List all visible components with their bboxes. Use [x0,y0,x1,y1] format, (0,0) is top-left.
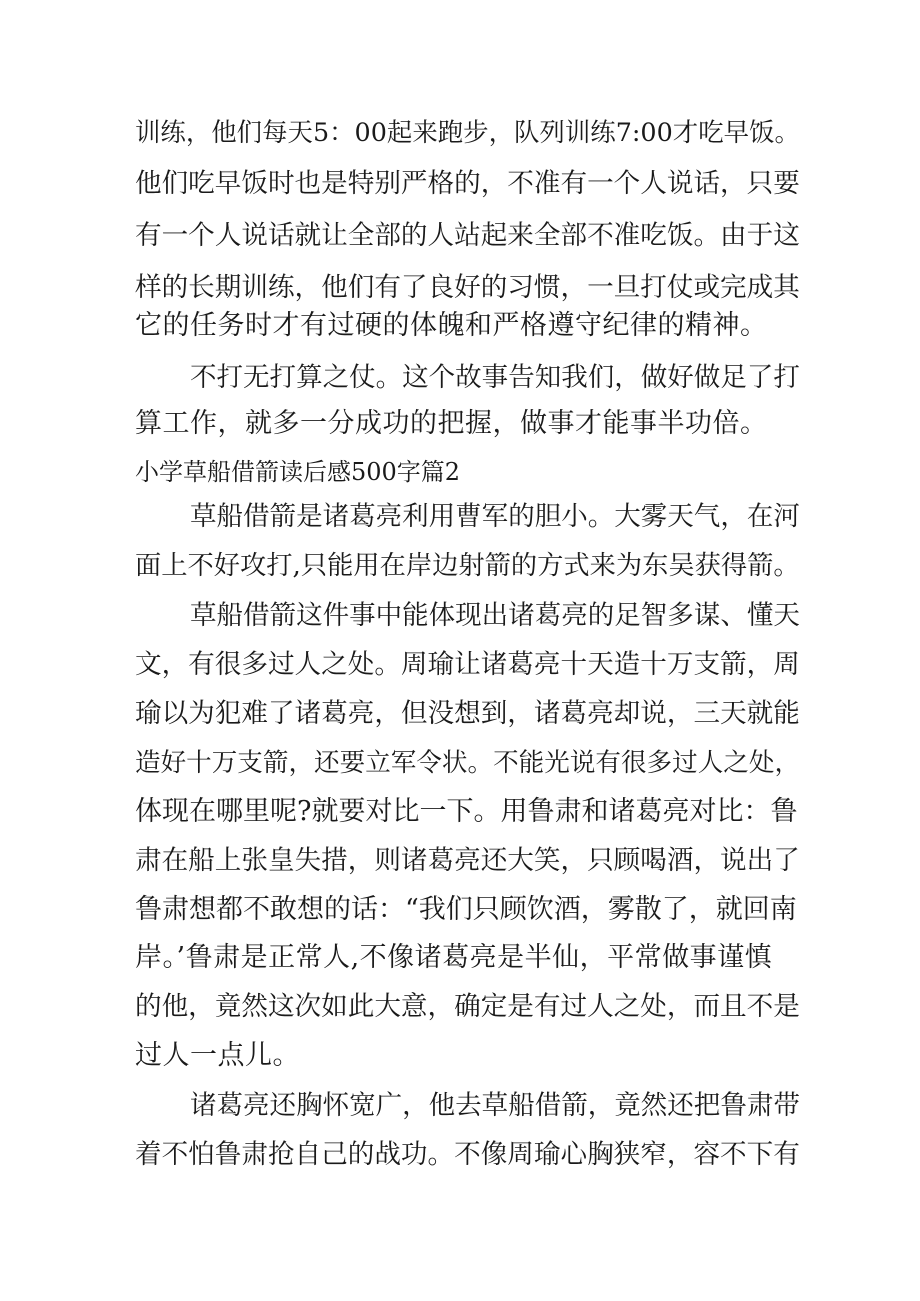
text-line: 它的任务时才有过硬的体魄和严格遵守纪律的精神。 [135,310,768,341]
text-line: 过人一点儿。 [135,1040,300,1071]
text-line: 文，有很多过人之处。周瑜让诸葛亮十天造十万支箭，周 [135,649,800,680]
text-line: 岸。’鲁肃是正常人,不像诸葛亮是半仙，平常做事谨慎 [135,942,773,973]
text-line: 体现在哪里呢?就要对比一下。用鲁肃和诸葛亮对比：鲁 [135,796,798,827]
paragraph-first-line: 草船借箭是诸葛亮利用曹军的胆小。大雾天气，在河 [190,501,800,532]
text-line: 面上不好攻打,只能用在岸边射箭的方式来为东吴获得箭。 [135,551,800,581]
text-line: 的他，竟然这次如此大意，确定是有过人之处，而且不是 [135,991,800,1022]
text-line: 着不怕鲁肃抢自己的战功。不像周瑜心胸狭窄，容不下有 [135,1139,800,1170]
text-line: 鲁肃想都不敢想的话：“我们只顾饮酒，雾散了，就回南 [135,894,797,925]
text-line: 造好十万支箭，还要立军令状。不能光说有很多过人之处， [135,748,801,778]
paragraph-first-line: 诸葛亮还胸怀宽广，他去草船借箭，竟然还把鲁肃带 [190,1090,800,1121]
paragraph-first-line: 不打无打算之仗。这个故事告知我们，做好做足了打 [190,362,800,393]
text-line: 肃在船上张皇失措，则诸葛亮还大笑，只顾喝酒，说出了 [135,845,800,876]
text-line: 瑜以为犯难了诸葛亮，但没想到，诸葛亮却说，三天就能 [135,698,800,729]
text-line: 有一个人说话就让全部的人站起来全部不准吃饭。由于这 [135,220,800,251]
text-line: 他们吃早饭时也是特别严格的，不准有一个人说话，只要 [135,168,800,199]
section-heading: 小学草船借箭读后感500字篇2 [135,458,461,486]
paragraph-first-line: 草船借箭这件事中能体现出诸葛亮的足智多谋、懂天 [190,600,800,631]
text-line: 样的长期训练，他们有了良好的习惯，一旦打仗或完成其 [135,272,800,303]
text-line: 训练，他们每天5：00起来跑步，队列训练7:00才吃早饭。 [135,117,800,147]
text-line: 算工作，就多一分成功的把握，做事才能事半功倍。 [135,408,768,439]
